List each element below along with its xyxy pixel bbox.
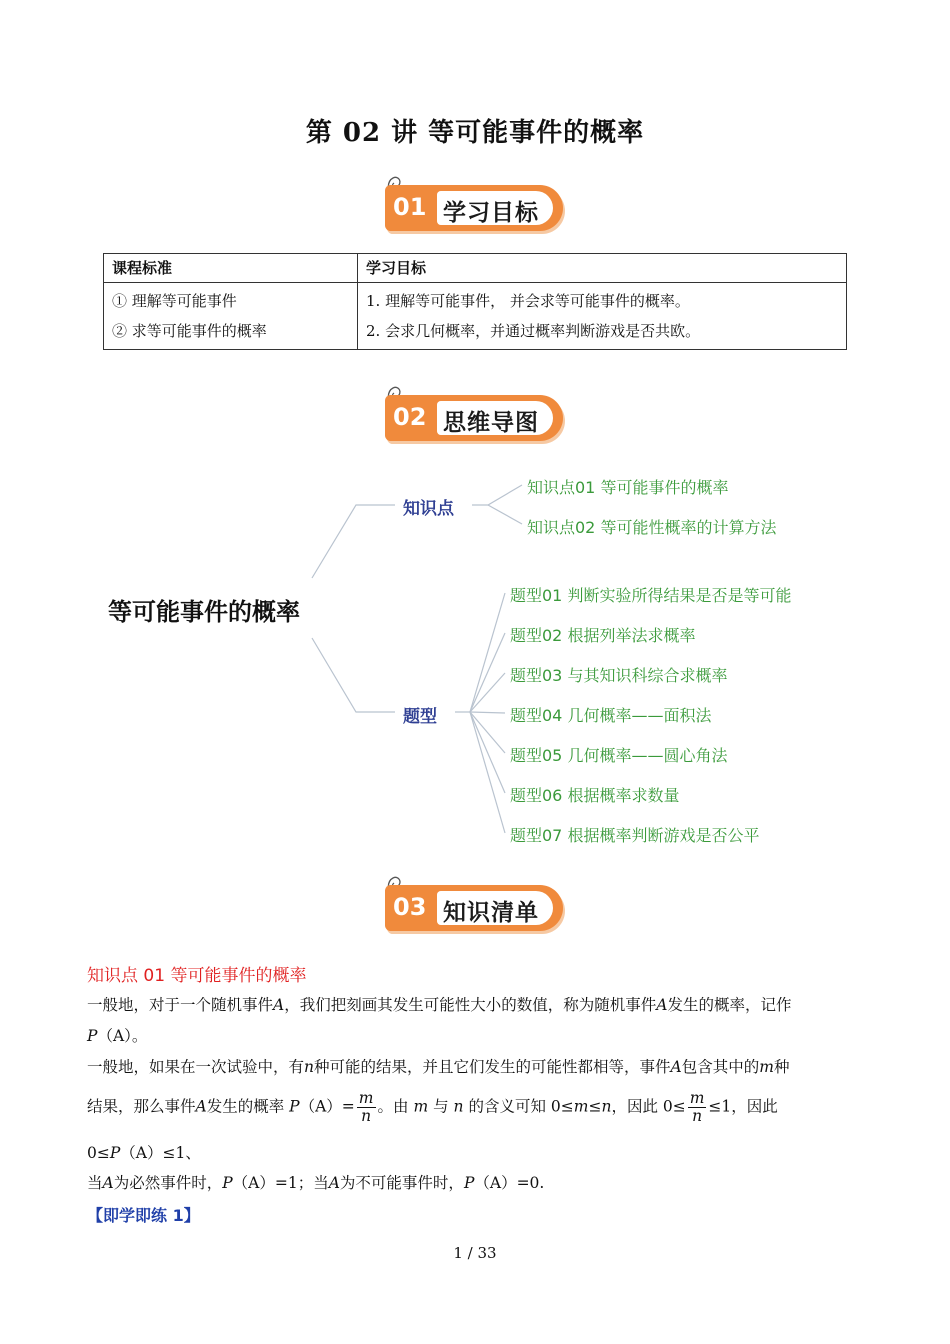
goal-item: 2. 会求几何概率，并通过概率判断游戏是否共欧。: [366, 322, 701, 340]
mindmap-leaf: 题型07 根据概率判断游戏是否公平: [510, 826, 760, 845]
mindmap-leaf: 题型01 判断实验所得结果是否是等可能: [510, 586, 792, 605]
table-header: 学习目标: [358, 254, 847, 283]
page-title: 第 02 讲 等可能事件的概率: [305, 118, 645, 148]
fraction-m-over-n: $\frac{m}{n}$: [689, 1089, 705, 1125]
standard-item: ① 理解等可能事件: [112, 292, 237, 310]
mindmap-leaf: 题型03 与其知识科综合求概率: [510, 666, 728, 685]
paragraph-line: P（A）。: [87, 1027, 148, 1045]
mindmap-leaf: 题型02 根据列举法求概率: [510, 626, 696, 645]
section-label: 知识清单: [443, 900, 539, 926]
mindmap-root: 等可能事件的概率: [108, 598, 300, 626]
section-number: 03: [393, 893, 427, 921]
mindmap-leaf: 题型06 根据概率求数量: [510, 786, 680, 805]
section-badge-01: [383, 173, 568, 235]
section-number: 02: [393, 403, 427, 431]
section-label: 学习目标: [443, 200, 539, 226]
paragraph-line: 当A为必然事件时，P（A）=1；当A为不可能事件时，P（A）=0.: [87, 1174, 545, 1192]
mindmap-leaf: 知识点02 等可能性概率的计算方法: [527, 518, 777, 537]
mindmap-leaf: 知识点01 等可能事件的概率: [527, 478, 729, 497]
section-label: 思维导图: [443, 410, 539, 436]
table-cell: [104, 283, 358, 350]
standard-item: ② 求等可能事件的概率: [112, 322, 267, 340]
page-number: 1 / 33: [453, 1244, 497, 1262]
paragraph-line: 一般地，如果在一次试验中，有n种可能的结果，并且它们发生的可能性都相等，事件A包含其中的m种: [87, 1058, 790, 1076]
section-badge-02: [383, 383, 568, 445]
fraction-m-over-n: $\frac{m}{n}$: [358, 1089, 374, 1125]
mindmap-connectors: [0, 460, 950, 860]
table-row: [104, 283, 847, 350]
mindmap-leaf: 题型04 几何概率——面积法: [510, 706, 712, 725]
section-number: 01: [393, 193, 427, 221]
paragraph-line: 一般地，对于一个随机事件A，我们把刻画其发生可能性大小的数值，称为随机事件A发生的概率，记作: [87, 996, 792, 1014]
goals-table: [103, 253, 847, 350]
example-heading: 【即学即练 1】: [87, 1206, 200, 1225]
mindmap-branch-types: 题型: [403, 707, 437, 727]
table-cell: [358, 283, 847, 350]
paragraph-line: 结果，那么事件A发生的概率 P（A）= $\frac{m}{n}$ 。由 m 与 n 的含义可知 0≤m≤n，因此 0≤ $\frac{m}{n}$ ≤1，因此: [87, 1089, 778, 1125]
mindmap-leaf: 题型05 几何概率——圆心角法: [510, 746, 728, 765]
mindmap-branch-knowledge: 知识点: [403, 499, 454, 519]
table-header-row: [104, 254, 847, 283]
paragraph-line: 0≤P（A）≤1、: [87, 1144, 201, 1162]
knowledge-point-title: 知识点 01 等可能事件的概率: [87, 966, 307, 986]
table-header: 课程标准: [104, 254, 358, 283]
section-badge-03: [383, 873, 568, 935]
goal-item: 1. 理解等可能事件， 并会求等可能事件的概率。: [366, 292, 690, 310]
